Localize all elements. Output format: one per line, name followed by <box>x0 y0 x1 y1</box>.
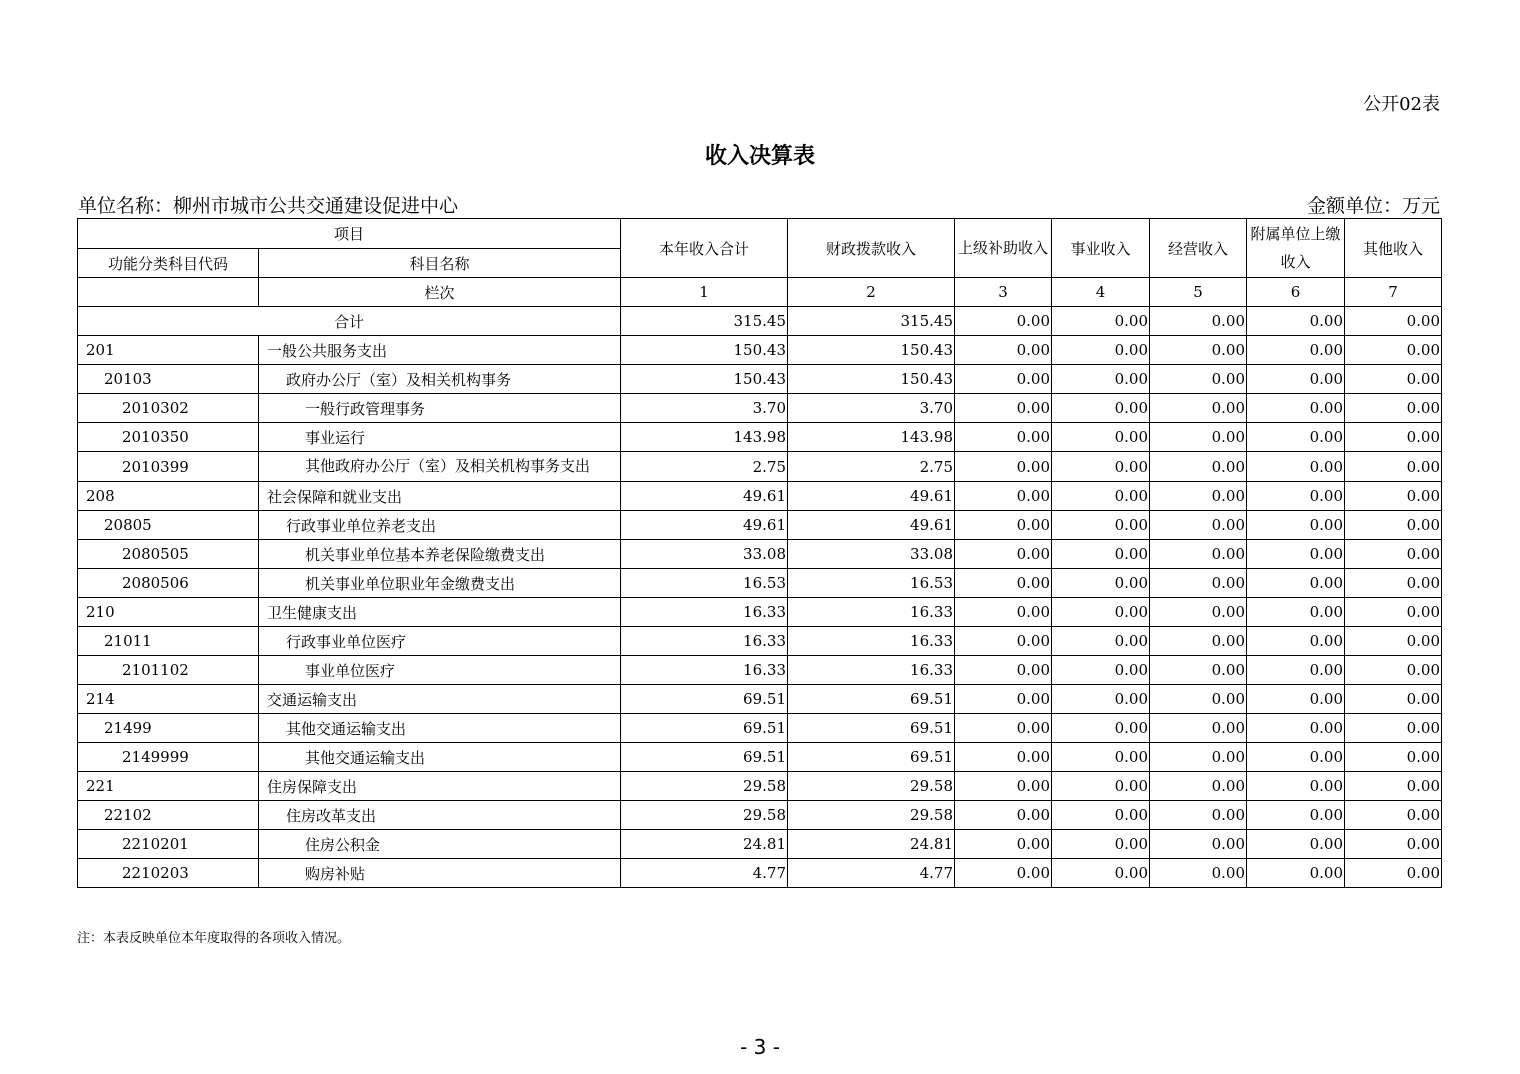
row-value: 0.00 <box>1247 336 1345 365</box>
table-row <box>78 656 1442 685</box>
row-value: 0.00 <box>955 452 1052 482</box>
row-value: 16.33 <box>788 656 955 685</box>
row-value: 16.33 <box>788 627 955 656</box>
row-value: 0.00 <box>955 627 1052 656</box>
row-value: 0.00 <box>1052 772 1150 801</box>
row-value: 143.98 <box>621 423 788 452</box>
total-label: 合计 <box>78 307 621 336</box>
row-value: 0.00 <box>1052 336 1150 365</box>
header-total-income: 本年收入合计 <box>621 219 788 278</box>
row-value: 69.51 <box>788 714 955 743</box>
row-name: 购房补贴 <box>259 859 621 888</box>
row-value: 0.00 <box>955 569 1052 598</box>
header-item: 项目 <box>78 219 621 249</box>
row-value: 0.00 <box>1052 482 1150 511</box>
row-value: 0.00 <box>1247 830 1345 859</box>
total-row <box>78 307 1442 336</box>
row-value: 4.77 <box>788 859 955 888</box>
row-name: 其他政府办公厅（室）及相关机构事务支出 <box>259 452 621 482</box>
row-value: 0.00 <box>1247 423 1345 452</box>
col-number: 5 <box>1150 278 1247 307</box>
row-name: 其他交通运输支出 <box>259 714 621 743</box>
row-name: 一般公共服务支出 <box>259 336 621 365</box>
row-code: 210 <box>78 598 259 627</box>
row-value: 0.00 <box>1150 423 1247 452</box>
row-name: 机关事业单位职业年金缴费支出 <box>259 569 621 598</box>
row-code: 22102 <box>78 801 259 830</box>
row-value: 24.81 <box>621 830 788 859</box>
row-value: 16.53 <box>788 569 955 598</box>
total-value: 0.00 <box>955 307 1052 336</box>
row-value: 0.00 <box>955 801 1052 830</box>
row-value: 150.43 <box>788 336 955 365</box>
table-row <box>78 685 1442 714</box>
row-value: 16.33 <box>621 598 788 627</box>
row-value: 0.00 <box>1052 627 1150 656</box>
row-value: 0.00 <box>1052 423 1150 452</box>
table-row <box>78 511 1442 540</box>
form-number: 公开02表 <box>1363 94 1440 115</box>
row-value: 0.00 <box>1247 859 1345 888</box>
col-number: 4 <box>1052 278 1150 307</box>
table-row <box>78 801 1442 830</box>
row-value: 0.00 <box>1150 859 1247 888</box>
row-value: 0.00 <box>1052 830 1150 859</box>
row-name: 交通运输支出 <box>259 685 621 714</box>
row-value: 33.08 <box>788 540 955 569</box>
row-code: 221 <box>78 772 259 801</box>
row-value: 0.00 <box>1150 540 1247 569</box>
row-value: 0.00 <box>1150 482 1247 511</box>
row-value: 150.43 <box>621 336 788 365</box>
row-value: 16.53 <box>621 569 788 598</box>
row-code: 2080505 <box>78 540 259 569</box>
row-value: 0.00 <box>1247 540 1345 569</box>
row-value: 0.00 <box>1345 685 1442 714</box>
header-affiliated: 附属单位上缴收入 <box>1247 219 1345 278</box>
row-value: 0.00 <box>1052 656 1150 685</box>
row-code: 2210203 <box>78 859 259 888</box>
row-name: 政府办公厅（室）及相关机构事务 <box>259 365 621 394</box>
row-value: 3.70 <box>788 394 955 423</box>
row-value: 0.00 <box>1247 511 1345 540</box>
row-value: 0.00 <box>1150 685 1247 714</box>
row-value: 29.58 <box>788 801 955 830</box>
row-name: 行政事业单位医疗 <box>259 627 621 656</box>
col-number: 7 <box>1345 278 1442 307</box>
row-name: 社会保障和就业支出 <box>259 482 621 511</box>
row-name: 行政事业单位养老支出 <box>259 511 621 540</box>
row-value: 0.00 <box>1345 540 1442 569</box>
row-value: 0.00 <box>1052 511 1150 540</box>
row-name: 卫生健康支出 <box>259 598 621 627</box>
row-code: 201 <box>78 336 259 365</box>
table-note: 注：本表反映单位本年度取得的各项收入情况。 <box>77 931 351 946</box>
row-value: 0.00 <box>1052 859 1150 888</box>
col-number: 1 <box>621 278 788 307</box>
row-code: 2010399 <box>78 452 259 482</box>
total-value: 0.00 <box>1052 307 1150 336</box>
row-value: 0.00 <box>1247 685 1345 714</box>
row-value: 0.00 <box>1052 743 1150 772</box>
row-value: 0.00 <box>1247 394 1345 423</box>
row-value: 16.33 <box>621 627 788 656</box>
row-value: 0.00 <box>1150 656 1247 685</box>
row-value: 150.43 <box>788 365 955 394</box>
header-operating: 经营收入 <box>1150 219 1247 278</box>
row-value: 0.00 <box>955 743 1052 772</box>
row-value: 69.51 <box>788 685 955 714</box>
row-value: 3.70 <box>621 394 788 423</box>
row-value: 0.00 <box>1150 801 1247 830</box>
col-number: 3 <box>955 278 1052 307</box>
row-code: 2210201 <box>78 830 259 859</box>
table-row <box>78 830 1442 859</box>
row-value: 0.00 <box>1150 743 1247 772</box>
row-value: 0.00 <box>1345 482 1442 511</box>
row-value: 4.77 <box>621 859 788 888</box>
row-value: 0.00 <box>1247 772 1345 801</box>
table-row <box>78 394 1442 423</box>
total-value: 0.00 <box>1150 307 1247 336</box>
row-value: 0.00 <box>955 365 1052 394</box>
unit-name: 单位名称：柳州市城市公共交通建设促进中心 <box>78 195 459 217</box>
row-code: 2149999 <box>78 743 259 772</box>
row-value: 0.00 <box>955 772 1052 801</box>
row-code: 2010350 <box>78 423 259 452</box>
row-code: 208 <box>78 482 259 511</box>
row-value: 69.51 <box>788 743 955 772</box>
table-row <box>78 714 1442 743</box>
row-value: 0.00 <box>1150 598 1247 627</box>
header-blank <box>78 278 259 307</box>
row-value: 0.00 <box>1345 627 1442 656</box>
table-row <box>78 540 1442 569</box>
row-name: 机关事业单位基本养老保险缴费支出 <box>259 540 621 569</box>
row-code: 214 <box>78 685 259 714</box>
row-value: 0.00 <box>1247 598 1345 627</box>
row-value: 0.00 <box>1052 365 1150 394</box>
row-value: 33.08 <box>621 540 788 569</box>
table-row <box>78 743 1442 772</box>
row-value: 0.00 <box>1052 452 1150 482</box>
col-number: 2 <box>788 278 955 307</box>
row-code: 20103 <box>78 365 259 394</box>
header-col-index: 栏次 <box>259 278 621 307</box>
row-value: 69.51 <box>621 714 788 743</box>
row-value: 16.33 <box>788 598 955 627</box>
page-title: 收入决算表 <box>704 144 815 169</box>
row-value: 0.00 <box>1345 830 1442 859</box>
row-value: 0.00 <box>1150 830 1247 859</box>
total-value: 0.00 <box>1247 307 1345 336</box>
row-value: 0.00 <box>1345 336 1442 365</box>
row-value: 0.00 <box>1150 569 1247 598</box>
row-value: 143.98 <box>788 423 955 452</box>
table-row <box>78 598 1442 627</box>
row-value: 0.00 <box>1247 569 1345 598</box>
page-number: - 3 - <box>740 1035 780 1059</box>
income-table <box>77 218 1442 888</box>
row-name: 事业单位医疗 <box>259 656 621 685</box>
row-name: 住房公积金 <box>259 830 621 859</box>
row-value: 0.00 <box>955 511 1052 540</box>
row-value: 29.58 <box>788 772 955 801</box>
row-value: 0.00 <box>955 859 1052 888</box>
row-value: 0.00 <box>1345 743 1442 772</box>
row-code: 21499 <box>78 714 259 743</box>
row-value: 0.00 <box>1247 482 1345 511</box>
row-value: 0.00 <box>955 423 1052 452</box>
header-other: 其他收入 <box>1345 219 1442 278</box>
row-value: 0.00 <box>1150 365 1247 394</box>
row-value: 0.00 <box>1150 452 1247 482</box>
total-value: 315.45 <box>788 307 955 336</box>
row-value: 0.00 <box>1150 394 1247 423</box>
row-value: 49.61 <box>788 511 955 540</box>
row-value: 0.00 <box>955 540 1052 569</box>
row-value: 0.00 <box>1052 801 1150 830</box>
row-value: 0.00 <box>1150 772 1247 801</box>
row-value: 0.00 <box>955 336 1052 365</box>
row-value: 49.61 <box>621 482 788 511</box>
row-value: 0.00 <box>1247 743 1345 772</box>
table-row <box>78 859 1442 888</box>
table-row <box>78 772 1442 801</box>
row-value: 0.00 <box>1052 598 1150 627</box>
row-value: 49.61 <box>621 511 788 540</box>
row-value: 69.51 <box>621 743 788 772</box>
row-value: 0.00 <box>1150 714 1247 743</box>
row-value: 29.58 <box>621 772 788 801</box>
amount-unit: 金额单位：万元 <box>1306 195 1440 217</box>
total-value: 0.00 <box>1345 307 1442 336</box>
table-row <box>78 482 1442 511</box>
row-value: 0.00 <box>1345 772 1442 801</box>
row-value: 0.00 <box>955 685 1052 714</box>
col-number: 6 <box>1247 278 1345 307</box>
row-code: 21011 <box>78 627 259 656</box>
row-value: 0.00 <box>1345 423 1442 452</box>
row-code: 20805 <box>78 511 259 540</box>
row-name: 一般行政管理事务 <box>259 394 621 423</box>
row-code: 2101102 <box>78 656 259 685</box>
row-value: 0.00 <box>1345 656 1442 685</box>
row-value: 0.00 <box>1345 569 1442 598</box>
row-code: 2080506 <box>78 569 259 598</box>
header-name: 科目名称 <box>259 249 621 278</box>
row-value: 0.00 <box>1345 714 1442 743</box>
row-value: 0.00 <box>1345 365 1442 394</box>
row-name: 事业运行 <box>259 423 621 452</box>
row-value: 150.43 <box>621 365 788 394</box>
row-value: 0.00 <box>1247 365 1345 394</box>
table-row <box>78 365 1442 394</box>
row-value: 0.00 <box>955 656 1052 685</box>
row-value: 0.00 <box>1150 627 1247 656</box>
header-superior: 上级补助收入 <box>955 219 1052 278</box>
row-value: 49.61 <box>788 482 955 511</box>
row-value: 0.00 <box>955 714 1052 743</box>
row-value: 0.00 <box>1052 685 1150 714</box>
header-business: 事业收入 <box>1052 219 1150 278</box>
row-value: 0.00 <box>1247 656 1345 685</box>
row-value: 0.00 <box>1150 336 1247 365</box>
row-name: 其他交通运输支出 <box>259 743 621 772</box>
row-value: 0.00 <box>1345 511 1442 540</box>
row-value: 24.81 <box>788 830 955 859</box>
row-value: 0.00 <box>1247 627 1345 656</box>
row-value: 0.00 <box>955 830 1052 859</box>
row-code: 2010302 <box>78 394 259 423</box>
row-value: 0.00 <box>1345 394 1442 423</box>
row-value: 0.00 <box>1052 714 1150 743</box>
row-value: 0.00 <box>1247 801 1345 830</box>
row-value: 69.51 <box>621 685 788 714</box>
row-value: 0.00 <box>955 598 1052 627</box>
table-row <box>78 627 1442 656</box>
row-value: 0.00 <box>1150 511 1247 540</box>
row-value: 2.75 <box>621 452 788 482</box>
row-value: 2.75 <box>788 452 955 482</box>
header-fiscal: 财政拨款收入 <box>788 219 955 278</box>
table-row <box>78 569 1442 598</box>
header-code: 功能分类科目代码 <box>78 249 259 278</box>
row-value: 29.58 <box>621 801 788 830</box>
row-name: 住房保障支出 <box>259 772 621 801</box>
row-value: 0.00 <box>1345 452 1442 482</box>
table-row <box>78 452 1442 482</box>
row-value: 0.00 <box>1247 452 1345 482</box>
row-value: 0.00 <box>955 482 1052 511</box>
row-value: 0.00 <box>955 394 1052 423</box>
row-value: 16.33 <box>621 656 788 685</box>
table-row <box>78 336 1442 365</box>
row-value: 0.00 <box>1345 598 1442 627</box>
total-value: 315.45 <box>621 307 788 336</box>
row-value: 0.00 <box>1052 569 1150 598</box>
row-value: 0.00 <box>1345 801 1442 830</box>
row-value: 0.00 <box>1052 394 1150 423</box>
row-value: 0.00 <box>1052 540 1150 569</box>
row-name: 住房改革支出 <box>259 801 621 830</box>
row-value: 0.00 <box>1345 859 1442 888</box>
row-value: 0.00 <box>1247 714 1345 743</box>
table-row <box>78 423 1442 452</box>
